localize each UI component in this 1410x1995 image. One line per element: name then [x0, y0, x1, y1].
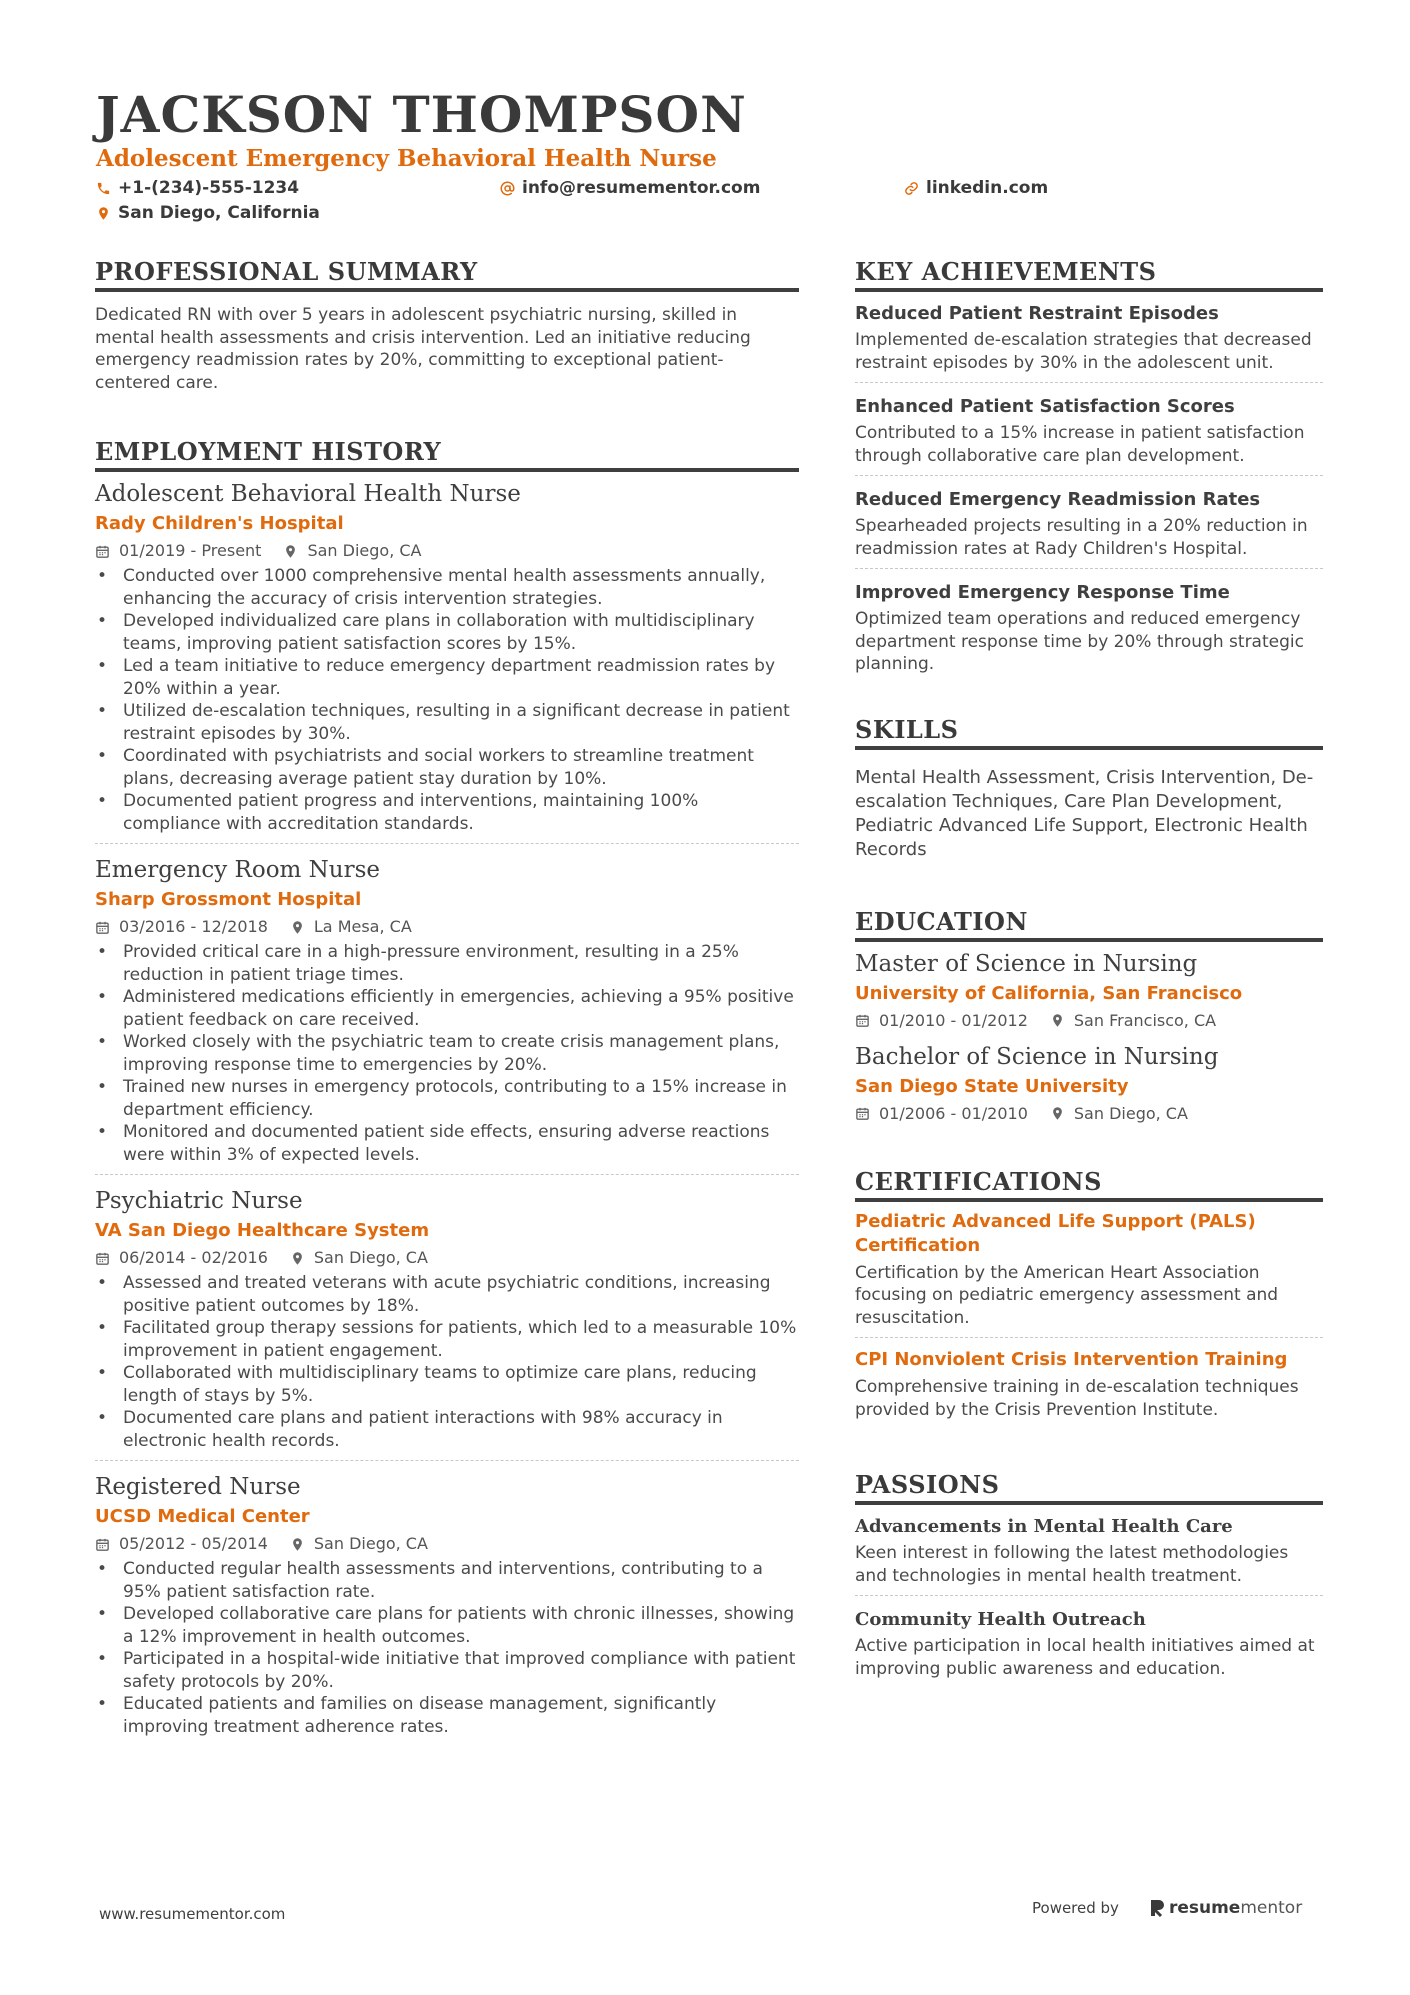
- job-bullet: • Facilitated group therapy sessions for patients, which led to a measurable 10% improvement in patient engagement.: [95, 1317, 799, 1362]
- section-title: PROFESSIONAL SUMMARY: [95, 256, 799, 292]
- skills-text: Mental Health Assessment, Crisis Intervention, De-escalation Techniques, Care Plan Development, Pediatric Advanced Life Support, Electronic Health Records: [855, 766, 1314, 860]
- job-bullet: • Monitored and documented patient side effects, ensuring adverse reactions were within 3% of expected levels.: [95, 1121, 799, 1166]
- phone-text: +1-(234)-555-1234: [118, 178, 300, 198]
- job-bullet: • Developed individualized care plans in collaboration with multidisciplinary teams, improving patient satisfaction scores by 15%.: [95, 610, 799, 655]
- achievement-text: Spearheaded projects resulting in a 20% reduction in readmission rates at Rady Children's Hospital.: [855, 516, 1308, 559]
- job-bullet: • Conducted over 1000 comprehensive mental health assessments annually, enhancing the accuracy of crisis intervention strategies.: [95, 565, 799, 610]
- achievement-text: Contributed to a 15% increase in patient satisfaction through collaborative care plan development.: [855, 423, 1305, 466]
- summary-section: [95, 256, 799, 394]
- meta-location: San Diego, CA: [307, 541, 422, 560]
- map-pin-icon: [283, 544, 298, 559]
- linkedin-text: linkedin.com: [926, 178, 1049, 198]
- job-entry: [95, 1185, 799, 1461]
- section-title: EDUCATION: [855, 906, 1323, 942]
- job-bullet: • Utilized de-escalation techniques, resulting in a significant decrease in patient restraint episodes by 30%.: [95, 700, 799, 745]
- job-bullet: • Documented patient progress and interventions, maintaining 100% compliance with accreditation standards.: [95, 790, 799, 835]
- job-bullets: [95, 941, 799, 1166]
- passion-text: Keen interest in following the latest methodologies and technologies in mental health treatment.: [855, 1543, 1289, 1586]
- passion-title: Advancements in Mental Health Care: [855, 1516, 1233, 1537]
- phone-icon: [96, 181, 111, 196]
- passions-section: [855, 1469, 1323, 1688]
- job-title: Registered Nurse: [95, 1474, 301, 1500]
- calendar-icon: [855, 1106, 870, 1121]
- meta-location: San Diego, CA: [1073, 1103, 1188, 1123]
- section-title: EMPLOYMENT HISTORY: [95, 436, 799, 472]
- date-range: 05/2012 - 05/2014: [119, 1534, 268, 1553]
- job-bullet: • Worked closely with the psychiatric team to create crisis management plans, improving response time to emergencies by 20%.: [95, 1031, 799, 1076]
- section-title: CERTIFICATIONS: [855, 1166, 1323, 1202]
- resume-header: [96, 86, 1326, 228]
- map-pin-icon: [1050, 1106, 1065, 1121]
- job-bullet: • Coordinated with psychiatrists and social workers to streamline treatment plans, decreasing average patient stay duration by 10%.: [95, 745, 799, 790]
- contact-info: [96, 176, 1326, 228]
- right-column: [855, 256, 1323, 1698]
- achievement-title: Reduced Patient Restraint Episodes: [855, 303, 1219, 324]
- job-title: Emergency Room Nurse: [95, 857, 381, 883]
- job-entry: [95, 1471, 799, 1746]
- certification-list: [855, 1210, 1323, 1430]
- passion-list: [855, 1513, 1323, 1688]
- certification-title: Pediatric Advanced Life Support (PALS) Certification: [855, 1210, 1256, 1256]
- certification-item: [855, 1348, 1323, 1429]
- achievement-item: [855, 393, 1323, 476]
- calendar-icon: [95, 544, 110, 559]
- resumementor-logo-icon: [1149, 1898, 1165, 1918]
- passion-text: Active participation in local health initiatives aimed at improving public awareness and education.: [855, 1636, 1315, 1679]
- meta-location: San Diego, CA: [313, 1534, 428, 1553]
- map-pin-icon: [1050, 1013, 1065, 1028]
- company-name: VA San Diego Healthcare System: [95, 1220, 430, 1241]
- job-bullet: • Educated patients and families on disease management, significantly improving treatment adherence rates.: [95, 1693, 799, 1738]
- degree-title: Master of Science in Nursing: [855, 950, 1198, 977]
- meta-location: La Mesa, CA: [313, 917, 412, 936]
- passion-title: Community Health Outreach: [855, 1609, 1146, 1630]
- achievement-title: Improved Emergency Response Time: [855, 582, 1230, 603]
- brand-bold: resume: [1168, 1898, 1241, 1918]
- job-entry: [95, 854, 799, 1175]
- job-bullets: [95, 1558, 799, 1738]
- job-bullet: • Documented care plans and patient interactions with 98% accuracy in electronic health records.: [95, 1407, 799, 1452]
- school-name: University of California, San Francisco: [855, 982, 1243, 1004]
- job-entry: [95, 478, 799, 844]
- calendar-icon: [95, 1251, 110, 1266]
- job-title: Psychiatric Nurse: [95, 1188, 303, 1214]
- powered-by-text: Powered by: [1032, 1899, 1119, 1917]
- date-range: 01/2010 - 01/2012: [879, 1010, 1028, 1030]
- summary-text: Dedicated RN with over 5 years in adolescent psychiatric nursing, skilled in mental health assessments and crisis intervention. Led an initiative reducing emergency readmission rates by 20%, committing to exceptional patient-centered care.: [95, 305, 751, 393]
- job-bullets: [95, 565, 799, 835]
- job-title: Adolescent Behavioral Health Nurse: [95, 481, 521, 507]
- date-range: 06/2014 - 02/2016: [119, 1248, 268, 1267]
- map-pin-icon: [96, 206, 111, 221]
- certification-title: CPI Nonviolent Crisis Intervention Training: [855, 1349, 1288, 1370]
- job-bullet: • Developed collaborative care plans for patients with chronic illnesses, showing a 12% improvement in health outcomes.: [95, 1603, 799, 1648]
- education-list: [855, 948, 1323, 1126]
- meta-location: San Diego, CA: [313, 1248, 428, 1267]
- contact-linkedin[interactable]: [904, 176, 1048, 200]
- job-list: [95, 478, 799, 1746]
- passion-item: [855, 1513, 1323, 1596]
- employment-section: [95, 436, 799, 1746]
- map-pin-icon: [290, 1537, 305, 1552]
- achievement-item: [855, 486, 1323, 569]
- job-bullet: • Assessed and treated veterans with acute psychiatric conditions, increasing positive patient outcomes by 18%.: [95, 1272, 799, 1317]
- email-text: info@resumementor.com: [522, 178, 761, 198]
- calendar-icon: [855, 1013, 870, 1028]
- calendar-icon: [95, 920, 110, 935]
- company-name: UCSD Medical Center: [95, 1506, 310, 1527]
- degree-title: Bachelor of Science in Nursing: [855, 1043, 1219, 1070]
- achievement-text: Optimized team operations and reduced emergency department response time by 20% through strategic planning.: [855, 609, 1304, 674]
- job-bullets: [95, 1272, 799, 1452]
- at-sign-icon: [500, 181, 515, 196]
- achievement-item: [855, 579, 1323, 684]
- certifications-section: [855, 1166, 1323, 1430]
- meta-row: [855, 1102, 1323, 1126]
- contact-email[interactable]: [500, 176, 760, 200]
- certification-text: Comprehensive training in de-escalation techniques provided by the Crisis Prevention Institute.: [855, 1377, 1299, 1420]
- company-name: Rady Children's Hospital: [95, 513, 344, 534]
- meta-row: [855, 1009, 1323, 1033]
- achievement-text: Implemented de-escalation strategies that decreased restraint episodes by 30% in the adolescent unit.: [855, 330, 1312, 373]
- job-bullet: • Collaborated with multidisciplinary teams to optimize care plans, reducing length of stays by 5%.: [95, 1362, 799, 1407]
- footer-branding: [1032, 1898, 1302, 1918]
- achievement-title: Enhanced Patient Satisfaction Scores: [855, 396, 1235, 417]
- brand-light: mentor: [1240, 1898, 1303, 1918]
- meta-row: [95, 539, 799, 563]
- left-column: [95, 256, 799, 1756]
- map-pin-icon: [290, 920, 305, 935]
- skills-section: [855, 714, 1323, 862]
- date-range: 03/2016 - 12/2018: [119, 917, 268, 936]
- section-title: SKILLS: [855, 714, 1323, 750]
- job-bullet: • Provided critical care in a high-pressure environment, resulting in a 25% reduction in patient triage times.: [95, 941, 799, 986]
- meta-location: San Francisco, CA: [1073, 1010, 1217, 1030]
- contact-location: [96, 201, 320, 225]
- location-text: San Diego, California: [118, 203, 320, 223]
- passion-item: [855, 1606, 1323, 1688]
- footer-website[interactable]: www.resumementor.com: [99, 1905, 286, 1923]
- achievement-list: [855, 300, 1323, 684]
- brand-logo[interactable]: [1149, 1898, 1302, 1918]
- candidate-role: Adolescent Emergency Behavioral Health Nurse: [96, 145, 717, 172]
- date-range: 01/2006 - 01/2010: [879, 1103, 1028, 1123]
- contact-phone: [96, 176, 299, 200]
- job-bullet: • Participated in a hospital-wide initiative that improved compliance with patient safety protocols by 20%.: [95, 1648, 799, 1693]
- education-section: [855, 906, 1323, 1126]
- job-bullet: • Led a team initiative to reduce emergency department readmission rates by 20% within a year.: [95, 655, 799, 700]
- candidate-name: JACKSON THOMPSON: [96, 85, 747, 144]
- section-title: PASSIONS: [855, 1469, 1323, 1505]
- certification-item: [855, 1210, 1323, 1339]
- meta-row: [95, 915, 799, 939]
- link-icon: [904, 181, 919, 196]
- date-range: 01/2019 - Present: [119, 541, 262, 560]
- achievement-item: [855, 300, 1323, 383]
- meta-row: [95, 1532, 799, 1556]
- school-name: San Diego State University: [855, 1075, 1129, 1097]
- calendar-icon: [95, 1537, 110, 1552]
- certification-text: Certification by the American Heart Association focusing on pediatric emergency assessment and resuscitation.: [855, 1262, 1279, 1328]
- achievements-section: [855, 256, 1323, 684]
- job-bullet: • Conducted regular health assessments and interventions, contributing to a 95% patient satisfaction rate.: [95, 1558, 799, 1603]
- meta-row: [95, 1246, 799, 1270]
- company-name: Sharp Grossmont Hospital: [95, 889, 362, 910]
- education-item: [855, 948, 1323, 1033]
- achievement-title: Reduced Emergency Readmission Rates: [855, 489, 1261, 510]
- map-pin-icon: [290, 1251, 305, 1266]
- job-bullet: • Administered medications efficiently in emergencies, achieving a 95% positive patient feedback on care received.: [95, 986, 799, 1031]
- section-title: KEY ACHIEVEMENTS: [855, 256, 1323, 292]
- education-item: [855, 1041, 1323, 1126]
- job-bullet: • Trained new nurses in emergency protocols, contributing to a 15% increase in department efficiency.: [95, 1076, 799, 1121]
